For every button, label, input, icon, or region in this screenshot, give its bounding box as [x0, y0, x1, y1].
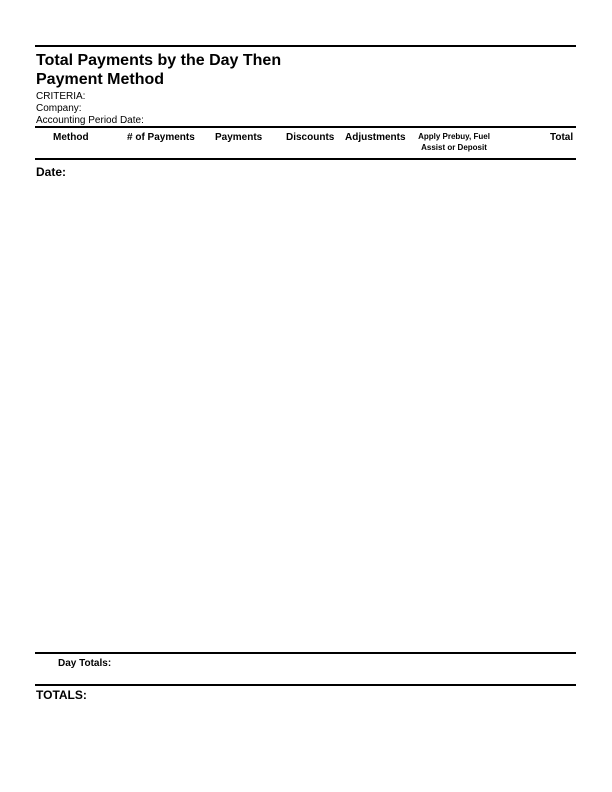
column-header-total: Total [550, 132, 574, 143]
header-bottom-rule [35, 158, 576, 160]
accounting-period-label: Accounting Period Date: [36, 115, 144, 126]
totals-rule [35, 684, 576, 686]
company-label: Company: [36, 103, 82, 114]
top-rule [35, 45, 576, 47]
header-top-rule [35, 126, 576, 128]
column-header-num-payments: # of Payments [127, 132, 195, 143]
criteria-label: CRITERIA: [36, 91, 86, 102]
column-header-apply-line1: Apply Prebuy, Fuel [418, 132, 490, 141]
day-totals-label: Day Totals: [58, 658, 112, 669]
column-header-apply-line2: Assist or Deposit [421, 143, 487, 152]
column-header-payments: Payments [215, 132, 263, 143]
grand-totals-label: TOTALS: [36, 688, 87, 702]
report-title-line1: Total Payments by the Day Then [36, 52, 282, 69]
column-header-adjustments: Adjustments [345, 132, 406, 143]
column-header-method: Method [53, 132, 89, 143]
column-header-apply-prebuy [412, 131, 496, 153]
report-title-line2: Payment Method [36, 71, 165, 88]
day-totals-rule [35, 652, 576, 654]
date-group-label: Date: [36, 165, 67, 179]
report-title [36, 51, 336, 89]
column-header-discounts: Discounts [286, 132, 335, 143]
